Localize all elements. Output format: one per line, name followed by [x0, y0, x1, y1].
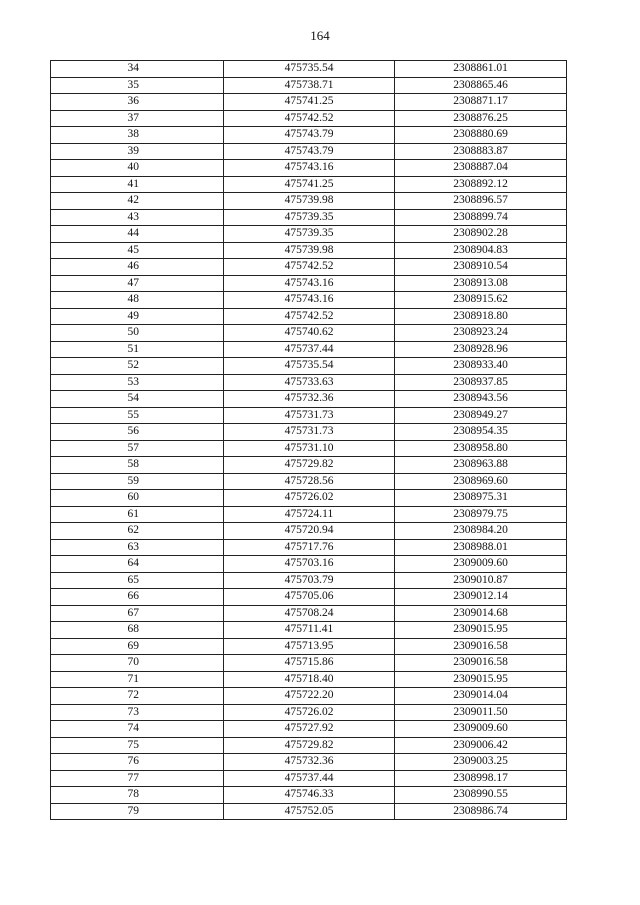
- table-row: [51, 671, 567, 688]
- x-coordinate-cell: 475746.33: [224, 787, 395, 804]
- table-row: [51, 622, 567, 639]
- x-coordinate-cell: 475743.79: [224, 143, 395, 160]
- point-number-cell: 54: [51, 391, 224, 408]
- y-coordinate-cell: 2308969.60: [395, 473, 567, 490]
- table-row: [51, 589, 567, 606]
- table-row: [51, 655, 567, 672]
- y-coordinate-cell: 2308943.56: [395, 391, 567, 408]
- table-row: [51, 176, 567, 193]
- y-coordinate-cell: 2309016.58: [395, 655, 567, 672]
- x-coordinate-cell: 475743.16: [224, 292, 395, 309]
- y-coordinate-cell: 2308880.69: [395, 127, 567, 144]
- x-coordinate-cell: 475742.52: [224, 259, 395, 276]
- x-coordinate-cell: 475741.25: [224, 94, 395, 111]
- y-coordinate-cell: 2309015.95: [395, 671, 567, 688]
- table-row: [51, 308, 567, 325]
- x-coordinate-cell: 475724.11: [224, 506, 395, 523]
- point-number-cell: 39: [51, 143, 224, 160]
- y-coordinate-cell: 2308933.40: [395, 358, 567, 375]
- table-row: [51, 737, 567, 754]
- table-row: [51, 473, 567, 490]
- y-coordinate-cell: 2308896.57: [395, 193, 567, 210]
- point-number-cell: 34: [51, 61, 224, 78]
- table-row: [51, 407, 567, 424]
- y-coordinate-cell: 2308928.96: [395, 341, 567, 358]
- table-row: [51, 424, 567, 441]
- x-coordinate-cell: 475731.73: [224, 424, 395, 441]
- x-coordinate-cell: 475720.94: [224, 523, 395, 540]
- y-coordinate-cell: 2308865.46: [395, 77, 567, 94]
- point-number-cell: 68: [51, 622, 224, 639]
- point-number-cell: 49: [51, 308, 224, 325]
- y-coordinate-cell: 2308979.75: [395, 506, 567, 523]
- table-row: [51, 226, 567, 243]
- x-coordinate-cell: 475729.82: [224, 737, 395, 754]
- x-coordinate-cell: 475742.52: [224, 110, 395, 127]
- table-row: [51, 605, 567, 622]
- x-coordinate-cell: 475735.54: [224, 358, 395, 375]
- table-row: [51, 556, 567, 573]
- y-coordinate-cell: 2309014.68: [395, 605, 567, 622]
- y-coordinate-cell: 2308892.12: [395, 176, 567, 193]
- table-row: [51, 638, 567, 655]
- x-coordinate-cell: 475732.36: [224, 391, 395, 408]
- point-number-cell: 66: [51, 589, 224, 606]
- table-row: [51, 688, 567, 705]
- table-row: [51, 77, 567, 94]
- table-row: [51, 358, 567, 375]
- y-coordinate-cell: 2308923.24: [395, 325, 567, 342]
- y-coordinate-cell: 2308990.55: [395, 787, 567, 804]
- x-coordinate-cell: 475703.79: [224, 572, 395, 589]
- y-coordinate-cell: 2308988.01: [395, 539, 567, 556]
- table-row: [51, 127, 567, 144]
- y-coordinate-cell: 2308899.74: [395, 209, 567, 226]
- table-row: [51, 754, 567, 771]
- point-number-cell: 44: [51, 226, 224, 243]
- x-coordinate-cell: 475717.76: [224, 539, 395, 556]
- table-row: [51, 457, 567, 474]
- x-coordinate-cell: 475729.82: [224, 457, 395, 474]
- table-row: [51, 292, 567, 309]
- y-coordinate-cell: 2309014.04: [395, 688, 567, 705]
- y-coordinate-cell: 2308904.83: [395, 242, 567, 259]
- point-number-cell: 40: [51, 160, 224, 177]
- table-row: [51, 325, 567, 342]
- x-coordinate-cell: 475739.35: [224, 226, 395, 243]
- x-coordinate-cell: 475715.86: [224, 655, 395, 672]
- x-coordinate-cell: 475738.71: [224, 77, 395, 94]
- y-coordinate-cell: 2309009.60: [395, 556, 567, 573]
- point-number-cell: 37: [51, 110, 224, 127]
- point-number-cell: 60: [51, 490, 224, 507]
- y-coordinate-cell: 2309003.25: [395, 754, 567, 771]
- x-coordinate-cell: 475703.16: [224, 556, 395, 573]
- table-row: [51, 523, 567, 540]
- x-coordinate-cell: 475752.05: [224, 803, 395, 820]
- y-coordinate-cell: 2308949.27: [395, 407, 567, 424]
- table-row: [51, 341, 567, 358]
- table-row: [51, 721, 567, 738]
- table-row: [51, 193, 567, 210]
- y-coordinate-cell: 2309010.87: [395, 572, 567, 589]
- y-coordinate-cell: 2308998.17: [395, 770, 567, 787]
- table-row: [51, 539, 567, 556]
- x-coordinate-cell: 475718.40: [224, 671, 395, 688]
- y-coordinate-cell: 2309011.50: [395, 704, 567, 721]
- point-number-cell: 74: [51, 721, 224, 738]
- x-coordinate-cell: 475727.92: [224, 721, 395, 738]
- point-number-cell: 47: [51, 275, 224, 292]
- x-coordinate-cell: 475733.63: [224, 374, 395, 391]
- x-coordinate-cell: 475739.35: [224, 209, 395, 226]
- point-number-cell: 77: [51, 770, 224, 787]
- point-number-cell: 51: [51, 341, 224, 358]
- y-coordinate-cell: 2308876.25: [395, 110, 567, 127]
- x-coordinate-cell: 475708.24: [224, 605, 395, 622]
- y-coordinate-cell: 2309009.60: [395, 721, 567, 738]
- point-number-cell: 72: [51, 688, 224, 705]
- y-coordinate-cell: 2308954.35: [395, 424, 567, 441]
- x-coordinate-cell: 475743.79: [224, 127, 395, 144]
- table-row: [51, 209, 567, 226]
- x-coordinate-cell: 475737.44: [224, 770, 395, 787]
- x-coordinate-cell: 475728.56: [224, 473, 395, 490]
- table-row: [51, 143, 567, 160]
- y-coordinate-cell: 2308984.20: [395, 523, 567, 540]
- point-number-cell: 79: [51, 803, 224, 820]
- page-number: 164: [310, 28, 330, 43]
- y-coordinate-cell: 2308887.04: [395, 160, 567, 177]
- table-row: [51, 94, 567, 111]
- table-row: [51, 506, 567, 523]
- point-number-cell: 65: [51, 572, 224, 589]
- coordinates-table: [50, 60, 567, 820]
- point-number-cell: 76: [51, 754, 224, 771]
- x-coordinate-cell: 475740.62: [224, 325, 395, 342]
- y-coordinate-cell: 2308902.28: [395, 226, 567, 243]
- table-row: [51, 490, 567, 507]
- point-number-cell: 46: [51, 259, 224, 276]
- point-number-cell: 45: [51, 242, 224, 259]
- x-coordinate-cell: 475739.98: [224, 242, 395, 259]
- x-coordinate-cell: 475726.02: [224, 490, 395, 507]
- point-number-cell: 43: [51, 209, 224, 226]
- y-coordinate-cell: 2309016.58: [395, 638, 567, 655]
- y-coordinate-cell: 2308986.74: [395, 803, 567, 820]
- y-coordinate-cell: 2308958.80: [395, 440, 567, 457]
- point-number-cell: 42: [51, 193, 224, 210]
- point-number-cell: 73: [51, 704, 224, 721]
- x-coordinate-cell: 475731.10: [224, 440, 395, 457]
- x-coordinate-cell: 475713.95: [224, 638, 395, 655]
- table-row: [51, 391, 567, 408]
- point-number-cell: 59: [51, 473, 224, 490]
- x-coordinate-cell: 475711.41: [224, 622, 395, 639]
- point-number-cell: 67: [51, 605, 224, 622]
- y-coordinate-cell: 2309006.42: [395, 737, 567, 754]
- table-row: [51, 803, 567, 820]
- point-number-cell: 35: [51, 77, 224, 94]
- x-coordinate-cell: 475739.98: [224, 193, 395, 210]
- point-number-cell: 71: [51, 671, 224, 688]
- y-coordinate-cell: 2308883.87: [395, 143, 567, 160]
- coordinates-table-body: [51, 61, 567, 820]
- point-number-cell: 62: [51, 523, 224, 540]
- table-row: [51, 572, 567, 589]
- point-number-cell: 61: [51, 506, 224, 523]
- point-number-cell: 41: [51, 176, 224, 193]
- table-row: [51, 160, 567, 177]
- x-coordinate-cell: 475705.06: [224, 589, 395, 606]
- point-number-cell: 70: [51, 655, 224, 672]
- point-number-cell: 48: [51, 292, 224, 309]
- y-coordinate-cell: 2308913.08: [395, 275, 567, 292]
- x-coordinate-cell: 475743.16: [224, 275, 395, 292]
- table-row: [51, 440, 567, 457]
- point-number-cell: 78: [51, 787, 224, 804]
- y-coordinate-cell: 2309015.95: [395, 622, 567, 639]
- x-coordinate-cell: 475731.73: [224, 407, 395, 424]
- y-coordinate-cell: 2308915.62: [395, 292, 567, 309]
- table-row: [51, 242, 567, 259]
- point-number-cell: 64: [51, 556, 224, 573]
- y-coordinate-cell: 2308918.80: [395, 308, 567, 325]
- x-coordinate-cell: 475722.20: [224, 688, 395, 705]
- y-coordinate-cell: 2309012.14: [395, 589, 567, 606]
- x-coordinate-cell: 475732.36: [224, 754, 395, 771]
- table-row: [51, 259, 567, 276]
- point-number-cell: 50: [51, 325, 224, 342]
- x-coordinate-cell: 475743.16: [224, 160, 395, 177]
- point-number-cell: 56: [51, 424, 224, 441]
- table-row: [51, 770, 567, 787]
- x-coordinate-cell: 475741.25: [224, 176, 395, 193]
- point-number-cell: 63: [51, 539, 224, 556]
- y-coordinate-cell: 2308910.54: [395, 259, 567, 276]
- table-row: [51, 374, 567, 391]
- x-coordinate-cell: 475726.02: [224, 704, 395, 721]
- y-coordinate-cell: 2308975.31: [395, 490, 567, 507]
- point-number-cell: 36: [51, 94, 224, 111]
- point-number-cell: 58: [51, 457, 224, 474]
- point-number-cell: 53: [51, 374, 224, 391]
- table-row: [51, 704, 567, 721]
- y-coordinate-cell: 2308963.88: [395, 457, 567, 474]
- x-coordinate-cell: 475737.44: [224, 341, 395, 358]
- table-row: [51, 787, 567, 804]
- table-row: [51, 275, 567, 292]
- y-coordinate-cell: 2308937.85: [395, 374, 567, 391]
- point-number-cell: 55: [51, 407, 224, 424]
- point-number-cell: 57: [51, 440, 224, 457]
- table-row: [51, 110, 567, 127]
- table-row: [51, 61, 567, 78]
- y-coordinate-cell: 2308871.17: [395, 94, 567, 111]
- x-coordinate-cell: 475742.52: [224, 308, 395, 325]
- y-coordinate-cell: 2308861.01: [395, 61, 567, 78]
- point-number-cell: 75: [51, 737, 224, 754]
- point-number-cell: 38: [51, 127, 224, 144]
- point-number-cell: 69: [51, 638, 224, 655]
- point-number-cell: 52: [51, 358, 224, 375]
- x-coordinate-cell: 475735.54: [224, 61, 395, 78]
